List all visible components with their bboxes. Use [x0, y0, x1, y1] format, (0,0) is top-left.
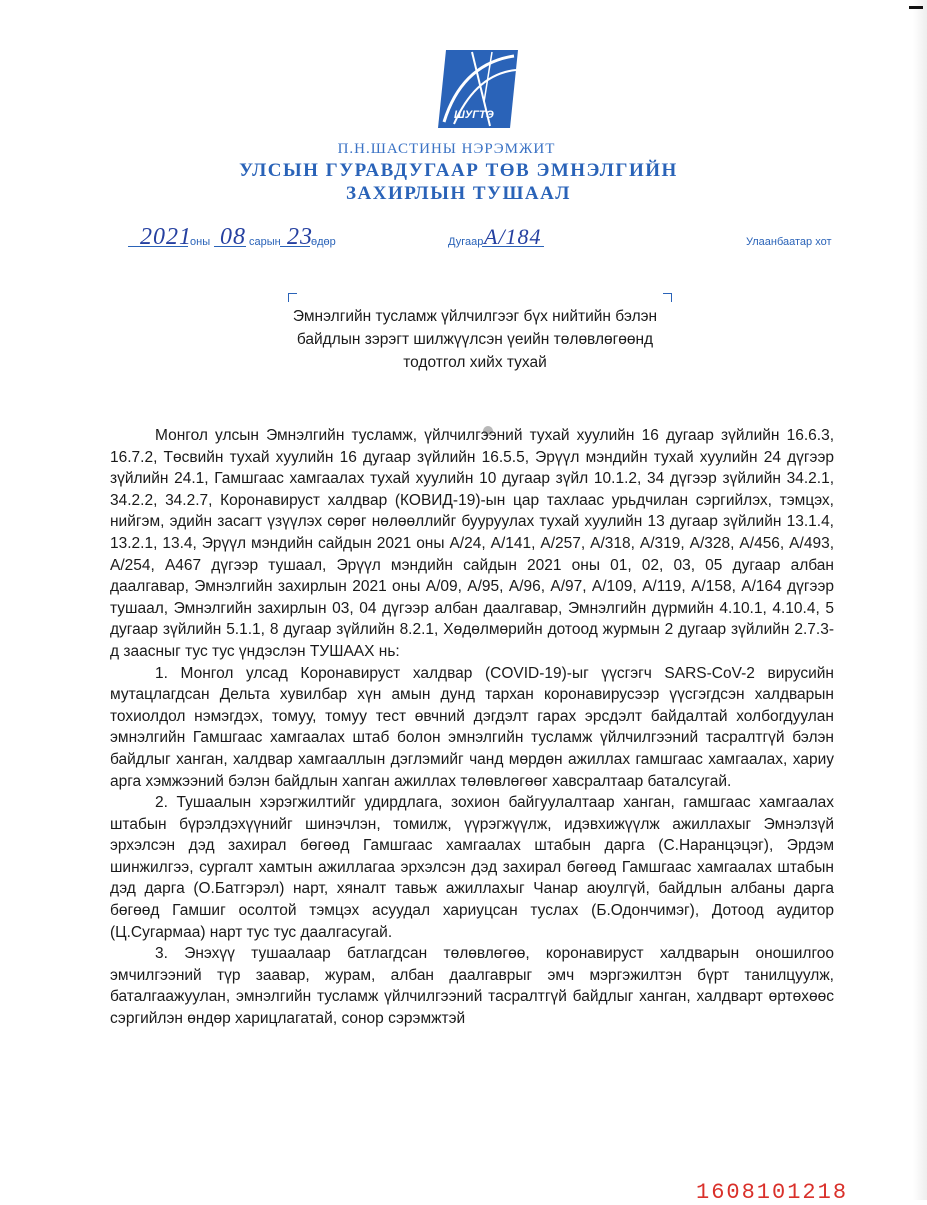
number-underline — [482, 246, 544, 247]
preamble-paragraph: Монгол улсын Эмнэлгийн тусламж, үйлчилгээний тухай хуулийн 16 дугаар зүйлийн 16.6.3, 16.7.2, Төсвийн тухай хуулийн 16 дугаар зүйлийн 16.5.5, Эрүүл мэндийн тухай хуулийн 24 дүгээр зүйлийн 24.1, Гамшгаас хамгаалах тухай хуулийн 10 дугаар зүйл 10.1.2, 34 дүгээр зүйлийн 34.2.1, 34.2.2, 34.2.7, Коронавируст халдвар (КОВИД-19)-ын цар тахлаас урьдчилан сэргийлэх, тэмцэх, нийгэм, эдийн засагт үзүүлэх сөрөг нөлөөллийг бууруулах тухай хуулийн 13 дугаар зүйлийн 13.1.4, 13.2.1, 13.4, Эрүүл мэндийн сайдын 2021 оны А/24, А/141, А/257, А/318, А/319, А/328, А/456, А/493, А/254, А467 дүгээр тушаал, Эрүүл мэндийн сайдын 2021 оны 01, 02, 03, 05 дугаар албан даалгавар, Эмнэлгийн захирлын 2021 оны А/09, А/95, А/96, А/97, А/109, А/119, А/158, А/164 дүгээр тушаал, Эмнэлгийн захирлын 03, 04 дүгээр албан даалгавар, Эмнэлгийн дүрмийн 4.10.1, 4.10.4, 5 дугаар зүйлийн 5.1.1, 8 дугаар зүйлийн 8.2.1, Хөдөлмөрийн дотоод журмын 2 дугаар зүйлийн 2.7.3-д заасныг тус тус үндэслэн ТУШААХ нь: — [110, 427, 834, 660]
order-item-1: 1. Монгол улсад Коронавируст халдвар (COVID-19)-ыг үүсгэгч SARS-CoV-2 вирусийн мутацлагдсан Дельта хувилбар хүн амын дунд тархан коронавирусээр үүсгэгдсэн халдварын тохиолдол нэмэгдэх, томуу, томуу тест өвчний дэгдэлт гарах эрсдэлт байдалтай холбогдуулан эмнэлгийн Гамшгаас хамгаалах штаб болон эмнэлгийн тусламж үйлчилгээний тасралтгүй бэлэн байдлыг ханган, халдвар хамгааллын дэглэмийг чанд мөрдөн ажиллах гамшгаас хамгаалах, хариу арга хэмжээний бэлэн байдлын хanган ажиллах төлөвлөгөөг хавсралтаар баталсугай. — [110, 664, 834, 790]
date-line — [0, 224, 927, 254]
month-underline — [214, 246, 246, 247]
order-item-3: 3. Энэхүү тушаалаар батлагдсан төлөвлөгөө, коронавируст халдварын оношилгоо эмчилгээний түр заавар, журам, албан даалгаврыг эмч мэргэжилтэн бүрт танилцуулж, баталгаажуулан, эмнэлгийн тусламж үйлчилгээний тасралтгүй байдлыг ханган, халдварт өртөхөөс сэргийлэн өндөр харицлагатай, сонор сэрэмжтэй — [110, 945, 834, 1028]
subject-bracket-right — [663, 293, 672, 302]
day-handwritten: 23 — [287, 224, 313, 250]
logo-text: ШУГТЭ — [454, 109, 494, 121]
month-label: сарын — [249, 236, 281, 248]
order-number-handwritten: А/184 — [484, 224, 542, 249]
number-label: Дугаар — [448, 236, 484, 248]
scan-corner-mark — [909, 6, 923, 9]
order-item-2: 2. Тушаалын хэрэгжилтийг удирдлага, зохион байгуулалтаар ханган, гамшгаас хамгаалах штабын бүрэлдэхүүнийг шинэчлэн, томилж, үүрэгжүүлж, идэвхижүүлж ажиллахыг Эмнэлзүй эрхэлсэн дэд захирал бөгөөд Гамшгаас хамгаалах штабын дарга (С.Наранцэцэг), Эрдэм шинжилгээ, сургалт хамтын ажиллагаа эрхэлсэн дэд захирал бөгөөд Гамшгаас хамгаалах штабын дэд дарга (О.Батгэрэл) нарт, хяналт тавьж ажиллахыг Чанар аюулгүй, байдлын албаны дарга бөгөөд Гамшиг осолтой тэмцэх асуудал хариуцсан туслах (Б.Одончимэг), Дотоод аудитор (Ц.Сугармаа) нарт тус тус даалгасугай. — [110, 794, 834, 941]
subject-bracket-left — [288, 293, 297, 302]
year-handwritten: 2021 — [140, 224, 192, 250]
day-label: өдөр — [311, 236, 336, 248]
stamp-serial-number: 1608101218 — [696, 1180, 849, 1205]
order-title: ЗАХИРЛЫН ТУШААЛ — [346, 183, 571, 204]
hospital-logo — [432, 46, 522, 132]
hospital-subtitle: П.Н.ШАСТИНЫ НЭРЭМЖИТ — [337, 141, 556, 157]
month-handwritten: 08 — [220, 224, 246, 250]
hospital-title: УЛСЫН ГУРАВДУГААР ТӨВ ЭМНЭЛГИЙН — [239, 160, 678, 181]
day-underline — [280, 246, 310, 247]
year-label: оны — [190, 236, 211, 248]
order-body — [110, 425, 834, 1030]
city-label: Улаанбаатар хот — [746, 236, 832, 248]
year-underline — [128, 246, 188, 247]
order-subject: Эмнэлгийн тусламж үйлчилгээг бүх нийтийн бэлэн байдлын зэрэгт шилжүүлсэн үеийн төлөвлөгөөнд тодотгол хийх тухай — [292, 308, 658, 371]
